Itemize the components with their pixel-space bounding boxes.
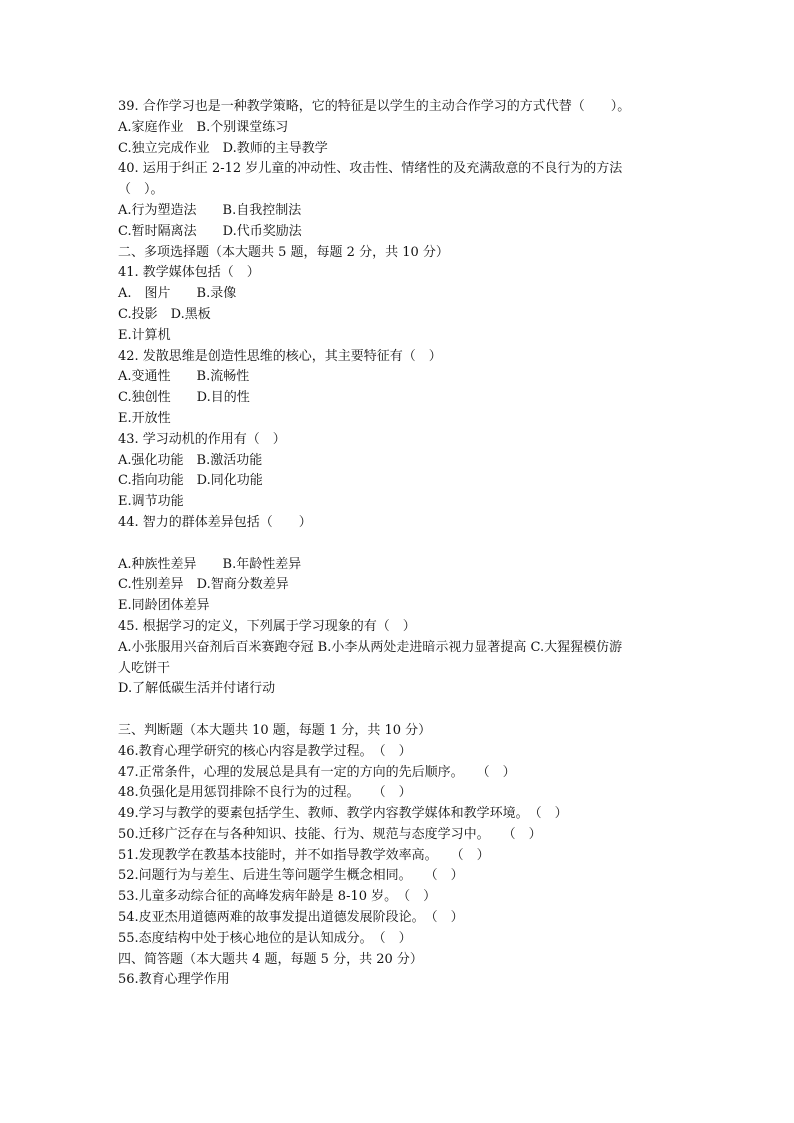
q40-options-ab: A.行为塑造法 B.自我控制法 (118, 202, 302, 218)
question-41: 41. 教学媒体包括（ ） (118, 265, 260, 281)
q45-options-abc: A.小张服用兴奋剂后百米赛跑夺冠 B.小李从两处走进暗示视力显著提高 C.大猩猩模仿游 (118, 639, 623, 655)
q45-option-d: D.了解低碳生活并付诸行动 (118, 681, 276, 697)
q42-option-e: E.开放性 (118, 410, 171, 426)
question-53: 53.儿童多动综合征的高峰发病年龄是 8-10 岁。 （ ） (118, 889, 437, 905)
question-47: 47.正常条件，心理的发展总是具有一定的方向的先后顺序。 （ ） (118, 764, 516, 780)
q42-options-cd: C.独创性 D.目的性 (118, 390, 250, 406)
question-55: 55.态度结构中处于核心地位的是认知成分。 （ ） (118, 930, 412, 946)
question-48: 48.负强化是用惩罚排除不良行为的过程。 （ ） (118, 785, 412, 801)
q43-option-e: E.调节功能 (118, 494, 184, 510)
q44-options-cd: C.性别差异 D.智商分数差异 (118, 577, 289, 593)
q41-options-cd: C.投影 D.黑板 (118, 306, 211, 322)
q42-options-ab: A.变通性 B.流畅性 (118, 369, 250, 385)
question-39: 39. 合作学习也是一种教学策略，它的特征是以学生的主动合作学习的方式代替（ ）。 (118, 99, 631, 114)
q41-options-ab: A. 图片 B.录像 (118, 286, 237, 302)
q43-options-ab: A.强化功能 B.激活功能 (118, 452, 263, 468)
q41-option-e: E.计算机 (118, 327, 171, 343)
section-heading-multiple-choice: 二、多项选择题（本大题共 5 题，每题 2 分，共 10 分） (118, 244, 449, 260)
question-52: 52.问题行为与差生、后进生等问题学生概念相同。 （ ） (118, 868, 464, 884)
question-56: 56.教育心理学作用 (118, 972, 230, 988)
question-50: 50.迁移广泛存在与各种知识、技能、行为、规范与态度学习中。 （ ） (118, 826, 542, 842)
q39-options-ab: A.家庭作业 B.个别课堂练习 (118, 119, 289, 135)
q43-options-cd: C.指向功能 D.同化功能 (118, 473, 263, 489)
blank-line (118, 534, 678, 555)
question-42: 42. 发散思维是创造性思维的核心，其主要特征有（ ） (118, 348, 442, 364)
question-49: 49.学习与教学的要素包括学生、教师、教学内容教学媒体和教学环境。 （ ） (118, 806, 568, 822)
question-46: 46.教育心理学研究的核心内容是教学过程。 （ ） (118, 743, 412, 759)
question-40-cont: （ ）。 (118, 182, 164, 198)
question-45: 45. 根据学习的定义，下列属于学习现象的有（ ） (118, 618, 416, 634)
q40-options-cd: C.暂时隔离法 D.代币奖励法 (118, 223, 302, 239)
question-51: 51.发现教学在教基本技能时，并不如指导教学效率高。 （ ） (118, 847, 490, 863)
q44-option-e: E.同龄团体差异 (118, 598, 210, 614)
question-43: 43. 学习动机的作用有（ ） (118, 431, 286, 447)
section-heading-true-false: 三、判断题（本大题共 10 题，每题 1 分，共 10 分） (118, 722, 432, 738)
question-54: 54.皮亚杰用道德两难的故事发提出道德发展阶段论。 （ ） (118, 910, 464, 926)
blank-line (118, 700, 678, 721)
exam-page (118, 97, 678, 991)
q39-options-cd: C.独立完成作业 D.教师的主导教学 (118, 140, 328, 156)
question-44: 44. 智力的群体差异包括（ ） (118, 514, 312, 530)
q45-options-abc-cont: 人吃饼干 (118, 660, 171, 676)
question-40: 40. 运用于纠正 2-12 岁儿童的冲动性、攻击性、情绪性的及充满敌意的不良行为的方法 (118, 161, 623, 177)
section-heading-short-answer: 四、简答题（本大题共 4 题，每题 5 分，共 20 分） (118, 951, 423, 967)
q44-options-ab: A.种族性差异 B.年龄性差异 (118, 556, 302, 572)
